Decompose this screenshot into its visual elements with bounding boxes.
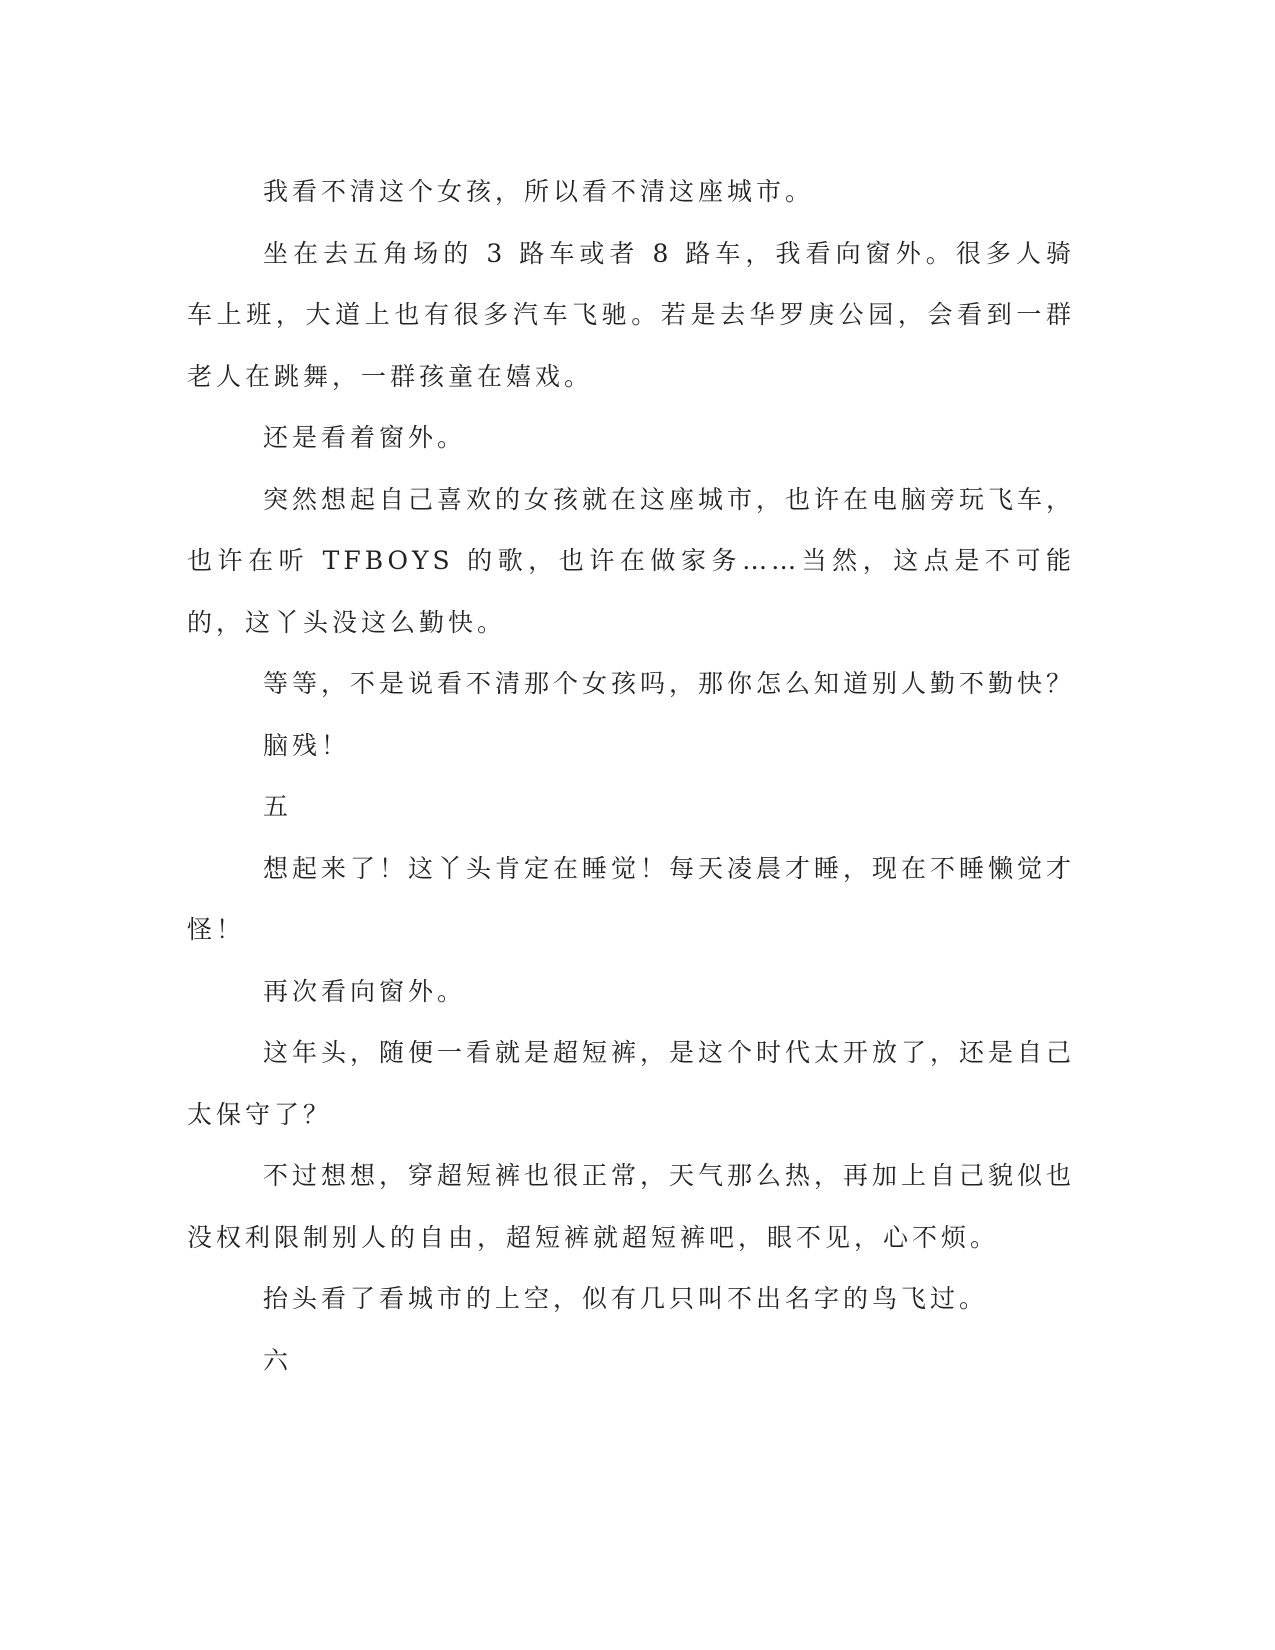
body-text xyxy=(187,161,1075,1391)
section-heading-five: 五 xyxy=(263,792,293,821)
paragraph-4: 突然想起自己喜欢的女孩就在这座城市，也许在电脑旁玩飞车，也许在听 TFBOYS 的歌，也许在做家务……当然，这点是不可能的，这丫头没这么勤快。 xyxy=(187,484,1076,637)
paragraph-1: 我看不清这个女孩，所以看不清这座城市。 xyxy=(263,177,815,206)
paragraph-9: 这年头，随便一看就是超短裤，是这个时代太开放了，还是自己太保守了？ xyxy=(187,1038,1076,1129)
paragraph-7: 想起来了！这丫头肯定在睡觉！每天凌晨才睡，现在不睡懒觉才怪！ xyxy=(187,853,1076,944)
paragraph-3: 还是看着窗外。 xyxy=(263,423,467,452)
paragraph-11: 抬头看了看城市的上空，似有几只叫不出名字的鸟飞过。 xyxy=(263,1284,989,1313)
paragraph-8: 再次看向窗外。 xyxy=(263,976,467,1006)
paragraph-6: 脑残！ xyxy=(263,730,351,760)
paragraph-10: 不过想想，穿超短裤也很正常，天气那么热，再加上自己貌似也没权利限制别人的自由，超短裤就超短裤吧，眼不见，心不烦。 xyxy=(187,1161,1076,1252)
paragraph-2: 坐在去五角场的 3 路车或者 8 路车，我看向窗外。很多人骑车上班，大道上也有很多汽车飞驰。若是去华罗庚公园，会看到一群老人在跳舞，一群孩童在嬉戏。 xyxy=(187,238,1075,391)
paragraph-5: 等等，不是说看不清那个女孩吗，那你怎么知道别人勤不勤快？ xyxy=(263,669,1076,698)
section-heading-six: 六 xyxy=(263,1345,293,1375)
